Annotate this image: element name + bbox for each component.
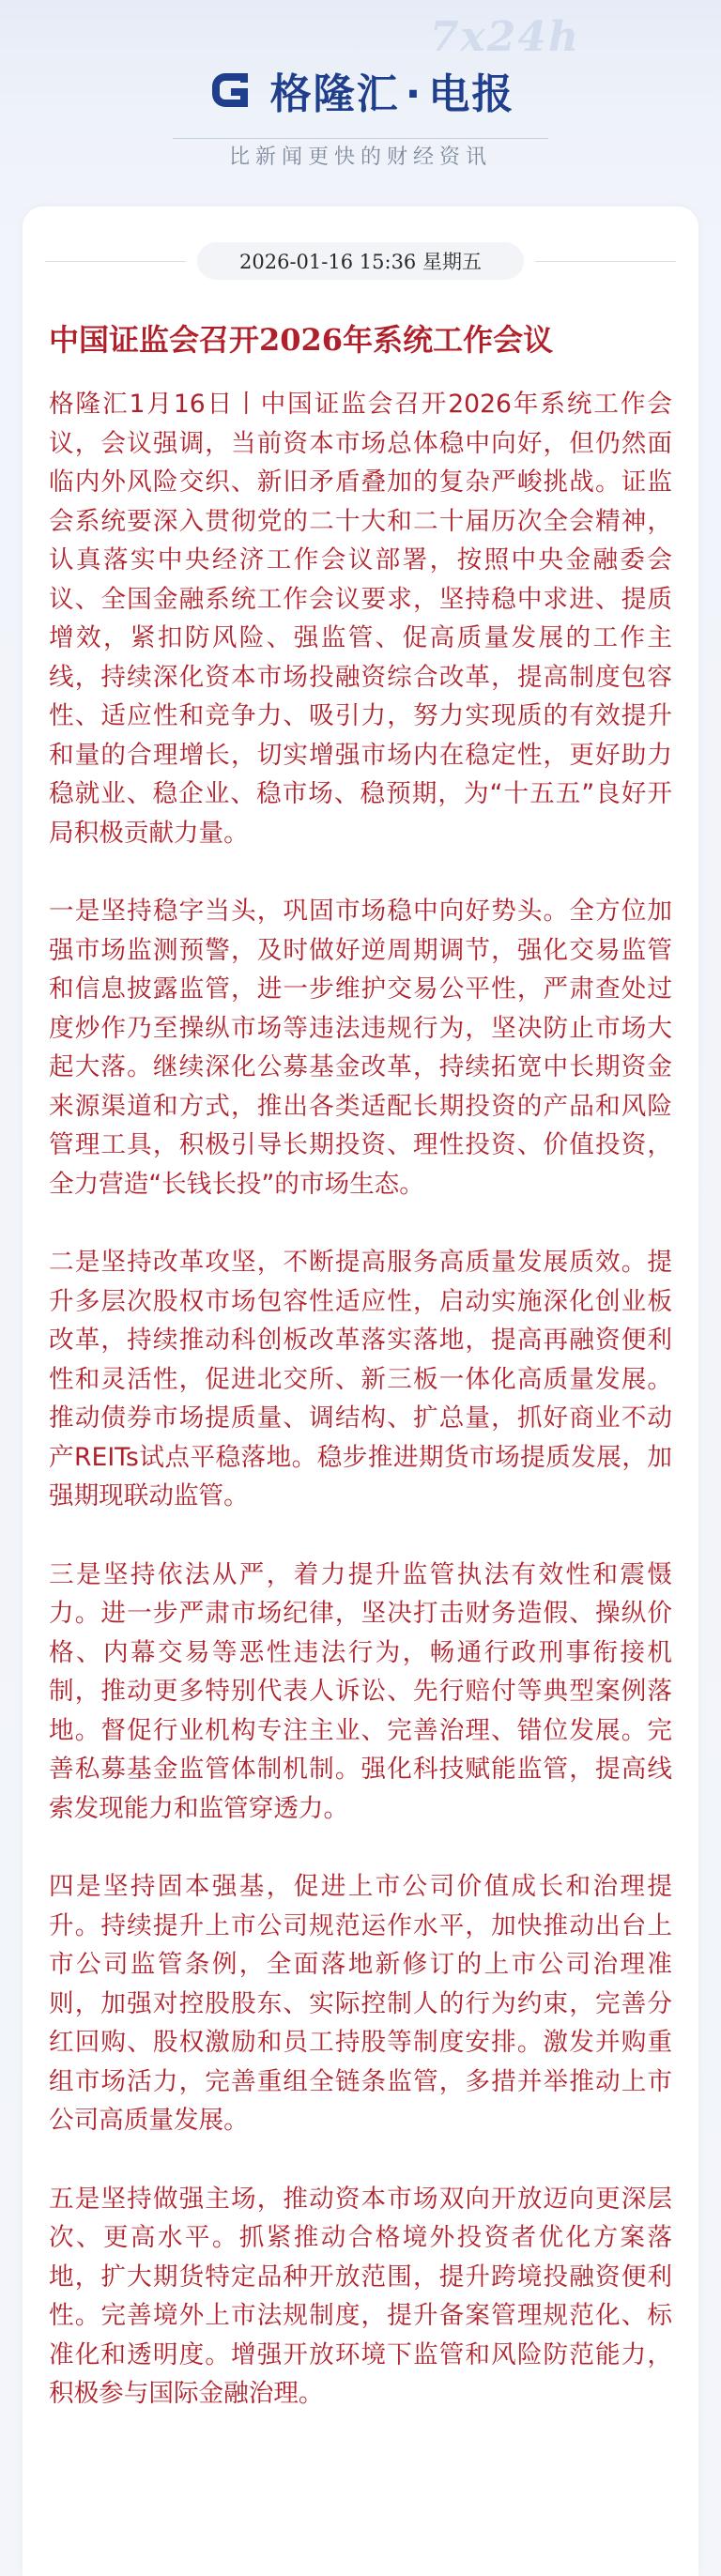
article-paragraph: 格隆汇1月16日丨中国证监会召开2026年系统工作会议，会议强调，当前资本市场总体稳中向好，但仍然面临内外风险交织、新旧矛盾叠加的复杂严峻挑战。证监会系统要深入贯彻党的二十大和二十届历次全会精神，认真落实中央经济工作会议部署，按照中央金融委会议、全国金融系统工作会议要求，坚持稳中求进、提质增效，紧扣防风险、强监管、促高质量发展的工作主线，持续深化资本市场投融资综合改革，提高制度包容性、适应性和竞争力、吸引力，努力实现质的有效提升和量的合理增长，切实增强市场内在稳定性，更好助力稳就业、稳企业、稳市场、稳预期，为“十五五”良好开局积极贡献力量。 — [49, 390, 672, 848]
brand-channel: 电报 — [428, 70, 515, 118]
brand-slogan: 比新闻更快的财经资讯 — [228, 146, 492, 169]
watermark-text: 7x24h — [429, 13, 580, 61]
article-body — [49, 385, 672, 2453]
publish-datetime: 2026-01-16 15:36 星期五 — [197, 242, 524, 280]
news-card — [23, 207, 698, 2576]
date-divider-left — [45, 261, 186, 262]
article-title: 中国证监会召开2026年系统工作会议 — [49, 322, 554, 358]
slogan-divider — [173, 138, 548, 139]
brand-header — [0, 53, 721, 128]
article-paragraph: 二是坚持改革攻坚，不断提高服务高质量发展质效。提升多层次股权市场包容性适应性，启动实施深化创业板改革，持续推动科创板改革落实落地，提高再融资便利性和灵活性，促进北交所、新三板一体化高质量发展。推动债券市场提质量、调结构、扩总量，抓好商业不动产REITs试点平稳落地。稳步推进期货市场提质发展，加强期现联动监管。 — [49, 1248, 672, 1510]
article-paragraph: 一是坚持稳字当头，巩固市场稳中向好势头。全方位加强市场监测预警，及时做好逆周期调节，强化交易监管和信息披露监管，进一步维护交易公平性，严肃查处过度炒作乃至操纵市场等违法违规行为，坚决防止市场大起大落。继续深化公募基金改革，持续拓宽中长期资金来源渠道和方式，推出各类适配长期投资的产品和风险管理工具，积极引导长期投资、理性投资、价值投资，全力营造“长钱长投”的市场生态。 — [49, 897, 672, 1199]
brand-separator: · — [405, 70, 423, 118]
brand-wordmark — [270, 60, 515, 120]
date-divider-right — [535, 261, 676, 262]
brand-name: 格隆汇 — [269, 70, 400, 118]
article-paragraph: 三是坚持依法从严，着力提升监管执法有效性和震慑力。进一步严肃市场纪律，坚决打击财务造假、操纵价格、内幕交易等恶性违法行为，畅通行政刑事衔接机制，推动更多特别代表人诉讼、先行赔付等典型案例落地。督促行业机构专注主业、完善治理、错位发展。完善私募基金监管体制机制。强化科技赋能监管，提高线索发现能力和监管穿透力。 — [49, 1559, 672, 1823]
article-paragraph: 四是坚持固本强基，促进上市公司价值成长和治理提升。持续提升上市公司规范运作水平，加快推动出台上市公司监管条例，全面落地新修订的上市公司治理准则，加强对控股股东、实际控制人的行为约束，完善分红回购、股权激励和员工持股等制度安排。激发并购重组市场活力，完善重组全链条监管，多措并举推动上市公司高质量发展。 — [49, 1872, 672, 2135]
date-bar — [23, 242, 698, 280]
article-paragraph: 五是坚持做强主场，推动资本市场双向开放迈向更深层次、更高水平。抓紧推动合格境外投资者优化方案落地，扩大期货特定品种开放范围，提升跨境投融资便利性。完善境外上市法规制度，提升备案管理规范化、标准化和透明度。增强开放环境下监管和风险防范能力，积极参与国际金融治理。 — [49, 2184, 672, 2408]
gelonghui-g-logo-icon — [207, 64, 259, 116]
